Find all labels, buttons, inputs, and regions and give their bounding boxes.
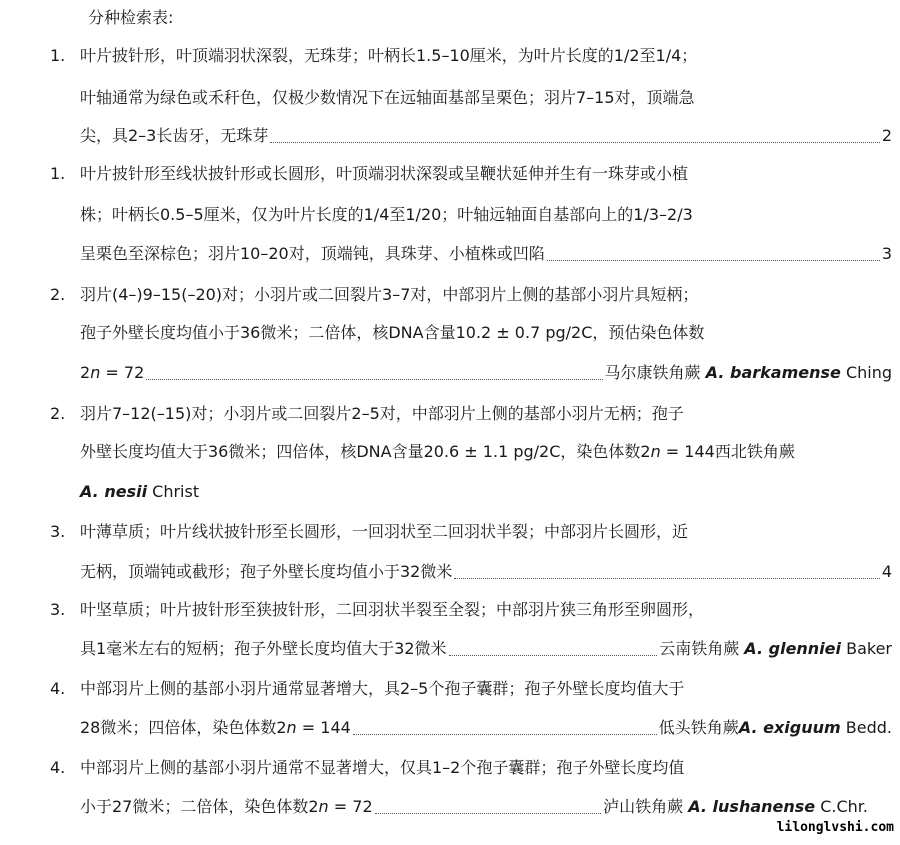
key-line: 叶坚草质；叶片披针形至狭披针形，二回羽状半裂至全裂；中部羽片狭三角形至卵圆形， [80,600,705,619]
key-line: 羽片(4–)9–15(–20)对；小羽片或二回裂片3–7对，中部羽片上侧的基部小羽片具短柄； [80,285,699,304]
key-lead-line [80,361,892,385]
lead-target: 3 [881,244,892,263]
species-name: A. nesii Christ [80,482,200,501]
key-line: 中部羽片上侧的基部小羽片通常显著增大，具2–5个孢子囊群；孢子外壁长度均值大于 [80,679,685,698]
key-lead-line [80,124,892,148]
key-line: 叶轴通常为绿色或禾秆色，仅极少数情况下在远轴面基部呈栗色；羽片7–15对，顶端急 [80,88,695,107]
key-line: 小于27微米；二倍体，染色体数2n = 72 [80,797,373,816]
leader-dots [375,812,601,814]
site-watermark: lilonglvshi.com [771,818,900,837]
key-line: 2n = 72 [80,363,145,382]
leader-dots [547,259,880,261]
leader-dots [449,654,658,656]
key-title: 分种检索表: [88,8,174,27]
species-name: 泸山铁角蕨 A. lushanense C.Chr. [603,797,868,816]
couplet-number: 3. [50,522,66,541]
leader-dots [454,577,879,579]
couplet-number: 4. [50,679,66,698]
key-line: 孢子外壁长度均值小于36微米；二倍体，核DNA含量10.2 ± 0.7 pg/2C，预估染色体数 [80,323,705,342]
key-line: 具1毫米左右的短柄；孢子外壁长度均值大于32微米 [80,639,447,658]
key-line: 叶片披针形，叶顶端羽状深裂，无珠芽；叶柄长1.5–10厘米，为叶片长度的1/2至1/4； [80,46,698,65]
species-name: 低头铁角蕨A. exiguum Bedd. [658,718,892,737]
key-lead-line [80,242,892,266]
key-line: 无柄，顶端钝或截形；孢子外壁长度均值小于32微米 [80,562,453,581]
couplet-number: 4. [50,758,66,777]
key-line: 羽片7–12(–15)对；小羽片或二回裂片2–5对，中部羽片上侧的基部小羽片无柄；孢子 [80,404,684,423]
key-line: 中部羽片上侧的基部小羽片通常不显著增大，仅具1–2个孢子囊群；孢子外壁长度均值 [80,758,685,777]
key-line: 28微米；四倍体，染色体数2n = 144 [80,718,351,737]
couplet-number: 3. [50,600,66,619]
couplet-number: 2. [50,285,66,304]
leader-dots [146,378,602,380]
key-line: 外壁长度均值大于36微米；四倍体，核DNA含量20.6 ± 1.1 pg/2C，染色体数2n = 144西北铁角蕨 [80,442,795,461]
couplet-number: 1. [50,164,66,183]
key-lead-line [80,795,868,819]
key-lead-line [80,716,892,740]
lead-target: 4 [881,562,892,581]
species-name: 云南铁角蕨 A. glenniei Baker [659,639,892,658]
key-line: 呈栗色至深棕色；羽片10–20对，顶端钝，具珠芽、小植株或凹陷 [80,244,545,263]
couplet-number: 1. [50,46,66,65]
species-name: 马尔康铁角蕨 A. barkamense Ching [604,363,892,382]
key-line: 叶片披针形至线状披针形或长圆形，叶顶端羽状深裂或呈鞭状延伸并生有一珠芽或小植 [80,164,689,183]
leader-dots [353,733,657,735]
key-line: 叶薄草质；叶片线状披针形至长圆形，一回羽状至二回羽状半裂；中部羽片长圆形，近 [80,522,689,541]
key-line: 尖，具2–3长齿牙，无珠芽 [80,126,269,145]
key-lead-line [80,560,892,584]
key-line: 株；叶柄长0.5–5厘米，仅为叶片长度的1/4至1/20；叶轴远轴面自基部向上的1/3–2/3 [80,205,693,224]
couplet-number: 2. [50,404,66,423]
key-lead-line [80,637,892,661]
lead-target: 2 [881,126,892,145]
leader-dots [270,141,879,143]
